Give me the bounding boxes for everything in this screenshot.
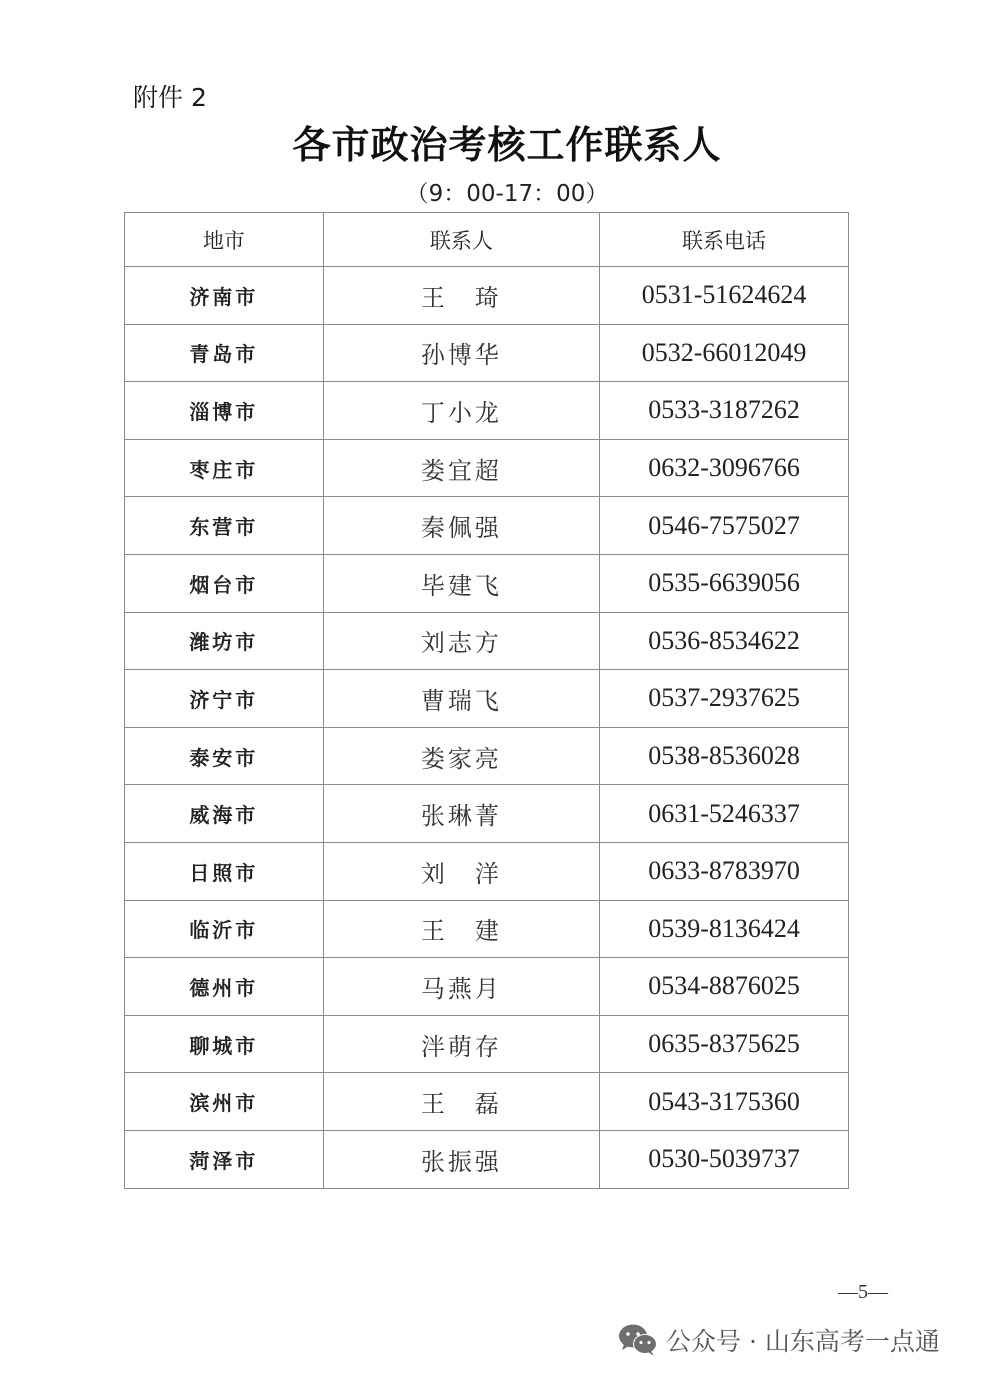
city-cell: 日照市 — [125, 842, 324, 900]
header-city: 地市 — [125, 213, 324, 267]
page-number: —5— — [838, 1281, 888, 1303]
attachment-label: 附件 2 — [133, 83, 207, 112]
city-cell: 菏泽市 — [125, 1130, 324, 1188]
header-phone: 联系电话 — [600, 213, 849, 267]
city-cell: 济宁市 — [125, 670, 324, 728]
contact-cell: 毕建飞 — [323, 554, 599, 612]
contact-cell: 刘 洋 — [323, 842, 599, 900]
contact-cell: 刘志方 — [323, 612, 599, 670]
phone-cell: 0538-8536028 — [600, 727, 849, 785]
city-cell: 潍坊市 — [125, 612, 324, 670]
city-cell: 滨州市 — [125, 1073, 324, 1131]
phone-cell: 0534-8876025 — [600, 958, 849, 1016]
city-cell: 德州市 — [125, 958, 324, 1016]
contact-cell: 娄家亮 — [323, 727, 599, 785]
table-row — [125, 842, 849, 900]
contact-cell: 秦佩强 — [323, 497, 599, 555]
city-cell: 泰安市 — [125, 727, 324, 785]
phone-cell: 0536-8534622 — [600, 612, 849, 670]
contact-cell: 王 磊 — [323, 1073, 599, 1131]
phone-cell: 0543-3175360 — [600, 1073, 849, 1131]
table-row — [125, 900, 849, 958]
table-row — [125, 439, 849, 497]
table-row — [125, 324, 849, 382]
city-cell: 威海市 — [125, 785, 324, 843]
city-cell: 聊城市 — [125, 1015, 324, 1073]
table-row — [125, 554, 849, 612]
contacts-table — [124, 212, 849, 1189]
city-cell: 烟台市 — [125, 554, 324, 612]
contact-cell: 王 建 — [323, 900, 599, 958]
city-cell: 枣庄市 — [125, 439, 324, 497]
table-body — [125, 267, 849, 1189]
table-header-row — [125, 213, 849, 267]
phone-cell: 0531-51624624 — [600, 267, 849, 325]
city-cell: 济南市 — [125, 267, 324, 325]
contact-cell: 丁小龙 — [323, 382, 599, 440]
table-row — [125, 727, 849, 785]
document-subtitle: （9：00-17：00） — [405, 181, 609, 207]
contact-cell: 马燕月 — [323, 958, 599, 1016]
phone-cell: 0635-8375625 — [600, 1015, 849, 1073]
city-cell: 淄博市 — [125, 382, 324, 440]
table-row — [125, 1015, 849, 1073]
city-cell: 临沂市 — [125, 900, 324, 958]
table-row — [125, 958, 849, 1016]
phone-cell: 0633-8783970 — [600, 842, 849, 900]
phone-cell: 0530-5039737 — [600, 1130, 849, 1188]
table-row — [125, 1130, 849, 1188]
phone-cell: 0632-3096766 — [600, 439, 849, 497]
phone-cell: 0533-3187262 — [600, 382, 849, 440]
wechat-icon — [618, 1323, 658, 1357]
watermark — [618, 1322, 940, 1358]
table-row — [125, 1073, 849, 1131]
city-cell: 东营市 — [125, 497, 324, 555]
contact-cell: 娄宜超 — [323, 439, 599, 497]
phone-cell: 0631-5246337 — [600, 785, 849, 843]
header-contact: 联系人 — [323, 213, 599, 267]
table-row — [125, 497, 849, 555]
watermark-text: 公众号 · 山东高考一点通 — [666, 1327, 940, 1356]
document-title: 各市政治考核工作联系人 — [292, 122, 722, 167]
table-row — [125, 382, 849, 440]
contact-cell: 王 琦 — [323, 267, 599, 325]
phone-cell: 0532-66012049 — [600, 324, 849, 382]
phone-cell: 0546-7575027 — [600, 497, 849, 555]
contact-cell: 张琳菁 — [323, 785, 599, 843]
table-row — [125, 785, 849, 843]
contact-cell: 泮萌存 — [323, 1015, 599, 1073]
phone-cell: 0537-2937625 — [600, 670, 849, 728]
table-row — [125, 612, 849, 670]
city-cell: 青岛市 — [125, 324, 324, 382]
contact-cell: 张振强 — [323, 1130, 599, 1188]
contact-cell: 曹瑞飞 — [323, 670, 599, 728]
phone-cell: 0539-8136424 — [600, 900, 849, 958]
table-row — [125, 267, 849, 325]
contact-cell: 孙博华 — [323, 324, 599, 382]
phone-cell: 0535-6639056 — [600, 554, 849, 612]
table-row — [125, 670, 849, 728]
